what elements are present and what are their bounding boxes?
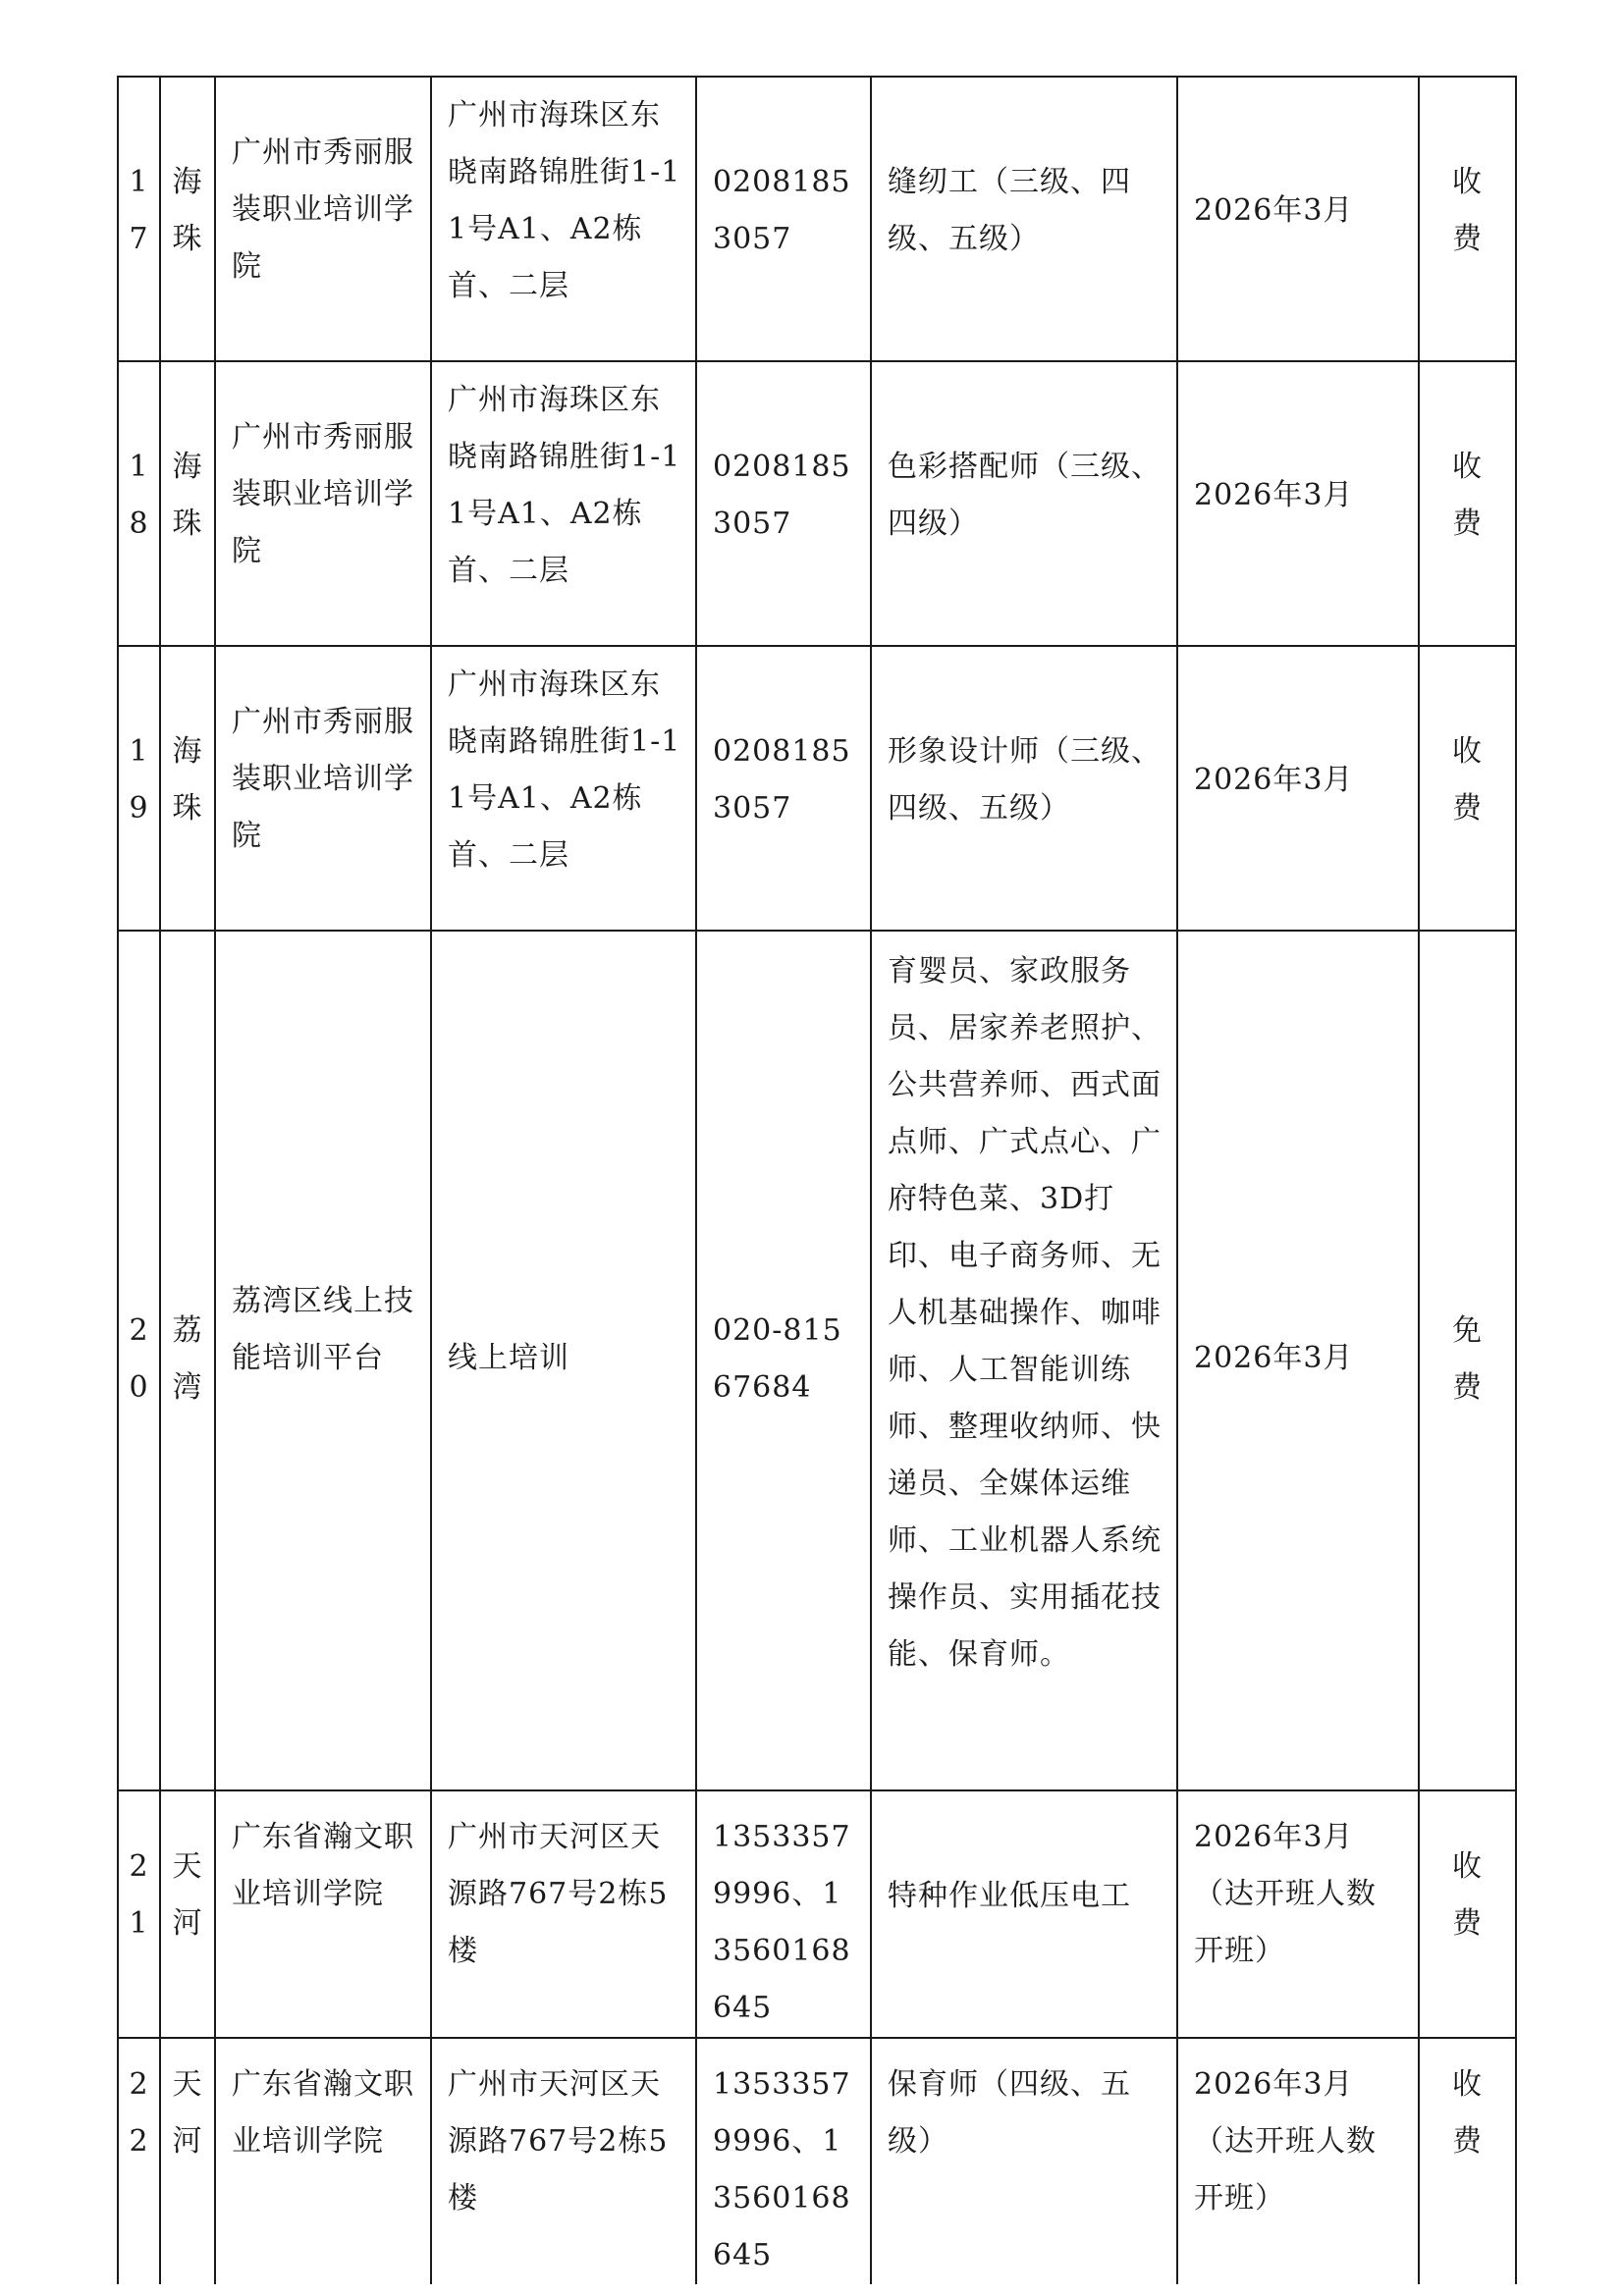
address-cell: 线上培训	[431, 931, 696, 1790]
address-cell: 广州市海珠区东晓南路锦胜街1-11号A1、A2栋首、二层	[431, 646, 696, 931]
row-number: 20	[118, 931, 160, 1790]
start-date-cell: 2026年3月（达开班人数开班）	[1177, 1790, 1419, 2038]
phone-cell: 13533579996、13560168645	[696, 1790, 871, 2038]
courses-cell: 色彩搭配师（三级、四级）	[871, 361, 1177, 646]
start-date-cell: 2026年3月	[1177, 646, 1419, 931]
institution-cell: 荔湾区线上技能培训平台	[215, 931, 431, 1790]
institution-cell: 广州市秀丽服装职业培训学院	[215, 646, 431, 931]
start-date-cell: 2026年3月	[1177, 361, 1419, 646]
address-cell: 广州市海珠区东晓南路锦胜街1-11号A1、A2栋首、二层	[431, 77, 696, 361]
institution-cell: 广州市秀丽服装职业培训学院	[215, 77, 431, 361]
training-table	[117, 76, 1517, 2284]
table-row	[118, 646, 1516, 931]
phone-cell: 13533579996、13560168645	[696, 2038, 871, 2284]
row-number: 19	[118, 646, 160, 931]
phone-cell: 02081853057	[696, 361, 871, 646]
start-date-cell: 2026年3月	[1177, 931, 1419, 1790]
fee-cell: 收费	[1419, 1790, 1516, 2038]
table-row	[118, 361, 1516, 646]
table-row	[118, 1790, 1516, 2038]
courses-cell: 形象设计师（三级、四级、五级）	[871, 646, 1177, 931]
institution-cell: 广州市秀丽服装职业培训学院	[215, 361, 431, 646]
row-number: 18	[118, 361, 160, 646]
phone-cell: 02081853057	[696, 646, 871, 931]
district-cell: 天河	[160, 2038, 215, 2284]
phone-cell: 020-81567684	[696, 931, 871, 1790]
address-cell: 广州市海珠区东晓南路锦胜街1-11号A1、A2栋首、二层	[431, 361, 696, 646]
fee-cell: 收费	[1419, 361, 1516, 646]
fee-cell: 收费	[1419, 77, 1516, 361]
row-number: 17	[118, 77, 160, 361]
address-cell: 广州市天河区天源路767号2栋5楼	[431, 2038, 696, 2284]
district-cell: 海珠	[160, 361, 215, 646]
fee-cell: 收费	[1419, 646, 1516, 931]
courses-cell: 特种作业低压电工	[871, 1790, 1177, 2038]
table-row	[118, 2038, 1516, 2284]
courses-cell: 缝纫工（三级、四级、五级）	[871, 77, 1177, 361]
row-number: 21	[118, 1790, 160, 2038]
district-cell: 海珠	[160, 646, 215, 931]
start-date-cell: 2026年3月	[1177, 77, 1419, 361]
start-date-cell: 2026年3月（达开班人数开班）	[1177, 2038, 1419, 2284]
fee-cell: 免费	[1419, 931, 1516, 1790]
row-number: 22	[118, 2038, 160, 2284]
table-row	[118, 77, 1516, 361]
district-cell: 天河	[160, 1790, 215, 2038]
courses-cell: 育婴员、家政服务员、居家养老照护、公共营养师、西式面点师、广式点心、广府特色菜、3D打印、电子商务师、无人机基础操作、咖啡师、人工智能训练师、整理收纳师、快递员、全媒体运维师、工业机器人系统操作员、实用插花技能、保育师。	[871, 931, 1177, 1790]
institution-cell: 广东省瀚文职业培训学院	[215, 1790, 431, 2038]
district-cell: 荔湾	[160, 931, 215, 1790]
address-cell: 广州市天河区天源路767号2栋5楼	[431, 1790, 696, 2038]
phone-cell: 02081853057	[696, 77, 871, 361]
table-row	[118, 931, 1516, 1790]
district-cell: 海珠	[160, 77, 215, 361]
institution-cell: 广东省瀚文职业培训学院	[215, 2038, 431, 2284]
courses-cell: 保育师（四级、五级）	[871, 2038, 1177, 2284]
fee-cell: 收费	[1419, 2038, 1516, 2284]
